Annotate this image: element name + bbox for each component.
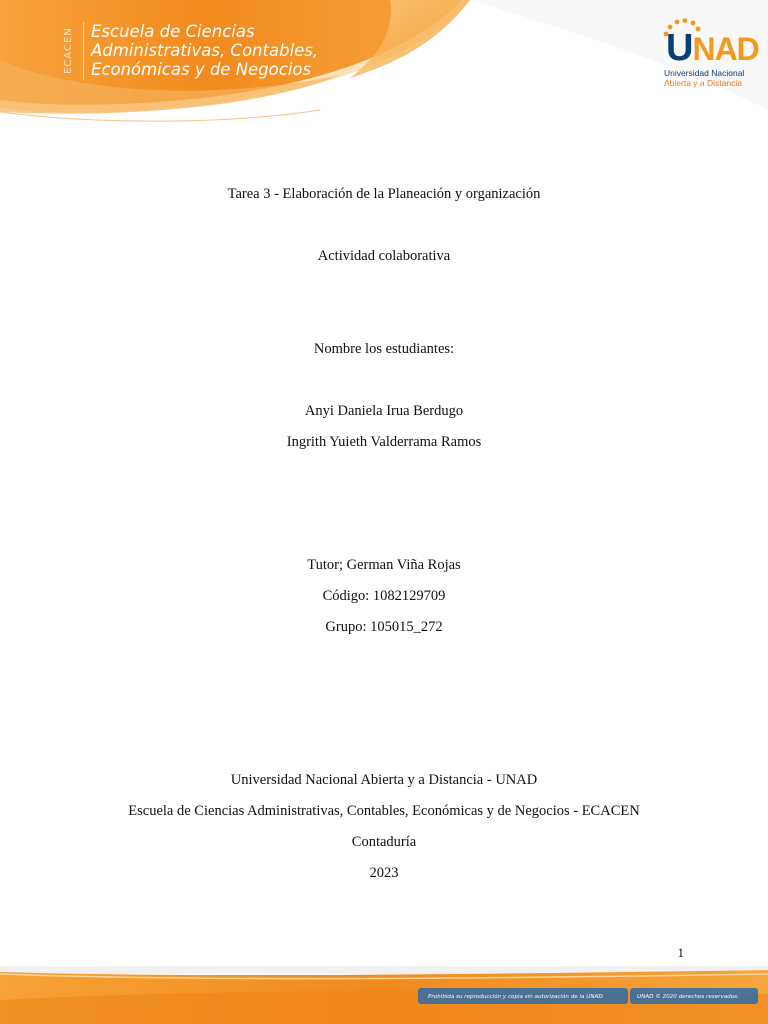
year-line: 2023 bbox=[369, 865, 399, 881]
unad-logo bbox=[658, 18, 759, 92]
logo-subtitle-line-1: Universidad Nacional bbox=[664, 68, 745, 78]
program-line: Contaduría bbox=[351, 834, 417, 850]
logo-letters-nad: NAD bbox=[692, 31, 759, 67]
students-label: Nombre los estudiantes: bbox=[313, 341, 455, 357]
faculty-short-label: ECACEN bbox=[63, 27, 74, 75]
tutor-line: Tutor; German Viña Rojas bbox=[307, 557, 461, 573]
footer-copyright: UNAD © 2020 derechos reservados. bbox=[637, 994, 739, 1000]
logo-wordmark bbox=[666, 27, 759, 69]
faculty-title-line-1: Escuela de Ciencias bbox=[91, 22, 255, 41]
footer-notice: Prohibida su reproducción y copia sin autorización de la UNAD. bbox=[428, 994, 605, 1000]
logo-letter-u: U bbox=[666, 27, 693, 69]
university-line: Universidad Nacional Abierta y a Distancia - UNAD bbox=[230, 772, 538, 788]
faculty-title-line-2: Administrativas, Contables, bbox=[91, 41, 319, 60]
faculty-title-line-3: Económicas y de Negocios bbox=[91, 60, 312, 79]
activity-label: Actividad colaborativa bbox=[317, 248, 451, 264]
logo-subtitle-line-2: Abierta y a Distancia bbox=[664, 78, 742, 88]
school-line: Escuela de Ciencias Administrativas, Contables, Económicas y de Negocios - ECACEN bbox=[128, 803, 640, 819]
footer-banner bbox=[0, 960, 768, 1024]
student-name: Ingrith Yuieth Valderrama Ramos bbox=[286, 434, 482, 450]
student-name: Anyi Daniela Irua Berdugo bbox=[304, 403, 464, 419]
header-divider bbox=[83, 22, 84, 80]
document-title: Tarea 3 - Elaboración de la Planeación y organización bbox=[227, 186, 541, 202]
group-line: Grupo: 105015_272 bbox=[325, 619, 443, 635]
code-line: Código: 1082129709 bbox=[322, 588, 446, 604]
page-number: 1 bbox=[677, 945, 684, 960]
faculty-title bbox=[91, 22, 318, 79]
